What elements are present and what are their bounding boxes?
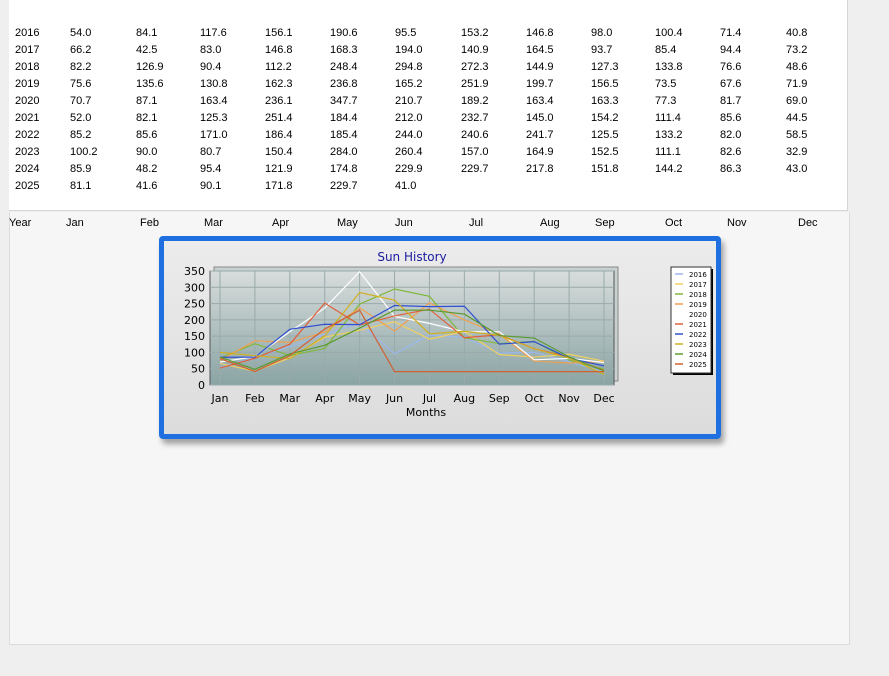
value-cell: 163.4 xyxy=(526,95,554,107)
column-header: Year xyxy=(9,217,32,229)
table-row xyxy=(9,93,847,110)
value-cell: 157.0 xyxy=(461,146,489,158)
value-cell: 90.1 xyxy=(200,180,222,192)
value-cell: 294.8 xyxy=(395,61,423,73)
value-cell: 152.5 xyxy=(591,146,619,158)
value-cell: 111.4 xyxy=(655,112,681,124)
value-cell: 87.1 xyxy=(136,95,158,107)
value-cell: 82.6 xyxy=(720,146,742,158)
value-cell: 241.7 xyxy=(526,129,554,141)
legend-label: 2020 xyxy=(689,311,707,319)
value-cell: 229.9 xyxy=(395,163,423,175)
value-cell: 284.0 xyxy=(330,146,358,158)
value-cell: 94.4 xyxy=(720,44,742,56)
value-cell: 125.3 xyxy=(200,112,228,124)
value-cell: 100.2 xyxy=(70,146,98,158)
value-cell: 186.4 xyxy=(265,129,293,141)
value-cell: 48.6 xyxy=(786,61,808,73)
value-cell: 151.8 xyxy=(591,163,619,175)
value-cell: 83.0 xyxy=(200,44,222,56)
value-cell: 77.3 xyxy=(655,95,677,107)
table-row xyxy=(9,144,847,161)
value-cell: 145.0 xyxy=(526,112,554,124)
value-cell: 126.9 xyxy=(136,61,164,73)
value-cell: 82.0 xyxy=(720,129,742,141)
value-cell: 217.8 xyxy=(526,163,554,175)
value-cell: 112.2 xyxy=(265,61,292,73)
value-cell: 127.3 xyxy=(591,61,619,73)
value-cell: 71.4 xyxy=(720,27,742,39)
value-cell: 67.6 xyxy=(720,78,742,90)
value-cell: 85.6 xyxy=(720,112,742,124)
value-cell: 81.1 xyxy=(70,180,92,192)
value-cell: 146.8 xyxy=(265,44,293,56)
y-tick-label: 150 xyxy=(184,330,205,344)
value-cell: 98.0 xyxy=(591,27,613,39)
value-cell: 66.2 xyxy=(70,44,92,56)
x-tick-label: Feb xyxy=(245,392,265,405)
y-tick-label: 200 xyxy=(184,313,205,327)
value-cell: 229.7 xyxy=(461,163,489,175)
value-cell: 95.4 xyxy=(200,163,222,175)
x-tick-label: Apr xyxy=(315,392,335,405)
value-cell: 144.9 xyxy=(526,61,554,73)
value-cell: 32.9 xyxy=(786,146,808,158)
value-cell: 85.4 xyxy=(655,44,677,56)
legend-label: 2018 xyxy=(689,291,707,299)
x-tick-label: Oct xyxy=(524,392,544,405)
value-cell: 210.7 xyxy=(395,95,423,107)
value-cell: 163.3 xyxy=(591,95,619,107)
column-header: Jun xyxy=(395,217,413,229)
column-header: Apr xyxy=(272,217,290,229)
value-cell: 174.8 xyxy=(330,163,358,175)
value-cell: 44.5 xyxy=(786,112,808,124)
x-tick-label: May xyxy=(348,392,372,405)
table-row xyxy=(9,42,847,59)
year-cell: 2024 xyxy=(15,163,40,175)
x-tick-label: Dec xyxy=(593,392,615,405)
year-cell: 2021 xyxy=(15,112,40,124)
x-tick-label: Mar xyxy=(279,392,301,405)
value-cell: 73.5 xyxy=(655,78,677,90)
column-header: Dec xyxy=(798,217,818,229)
value-cell: 70.7 xyxy=(70,95,92,107)
value-cell: 251.4 xyxy=(265,112,293,124)
value-cell: 168.3 xyxy=(330,44,358,56)
value-cell: 190.6 xyxy=(330,27,358,39)
value-cell: 347.7 xyxy=(330,95,358,107)
value-cell: 133.2 xyxy=(655,129,683,141)
x-tick-label: Jul xyxy=(422,392,437,405)
table-row xyxy=(9,25,847,42)
legend-label: 2025 xyxy=(689,361,707,369)
column-header: Jul xyxy=(469,217,484,229)
table-row xyxy=(9,59,847,76)
year-cell: 2017 xyxy=(15,44,40,56)
value-cell: 236.1 xyxy=(265,95,293,107)
value-cell: 163.4 xyxy=(200,95,228,107)
legend-label: 2019 xyxy=(689,301,707,309)
value-cell: 42.5 xyxy=(136,44,158,56)
value-cell: 130.8 xyxy=(200,78,228,90)
data-table-panel xyxy=(9,0,848,211)
y-tick-label: 0 xyxy=(198,379,205,392)
x-tick-label: Sep xyxy=(488,392,510,405)
value-cell: 52.0 xyxy=(70,112,92,124)
value-cell: 260.4 xyxy=(395,146,423,158)
value-cell: 40.8 xyxy=(786,27,808,39)
plot-area xyxy=(210,271,614,385)
value-cell: 48.2 xyxy=(136,163,158,175)
legend-label: 2017 xyxy=(689,281,707,289)
value-cell: 189.2 xyxy=(461,95,489,107)
value-cell: 171.0 xyxy=(200,129,228,141)
value-cell: 164.9 xyxy=(526,146,554,158)
column-header: Aug xyxy=(540,217,560,229)
value-cell: 84.1 xyxy=(136,27,158,39)
value-cell: 272.3 xyxy=(461,61,489,73)
column-header-row xyxy=(0,215,838,232)
value-cell: 212.0 xyxy=(395,112,423,124)
value-cell: 71.9 xyxy=(786,78,808,90)
column-header: Feb xyxy=(140,217,159,229)
y-tick-label: 100 xyxy=(184,346,205,360)
value-cell: 90.4 xyxy=(200,61,222,73)
value-cell: 165.2 xyxy=(395,78,423,90)
column-header: Oct xyxy=(665,217,683,229)
value-cell: 41.6 xyxy=(136,180,158,192)
table-row xyxy=(9,76,847,93)
y-tick-label: 350 xyxy=(184,265,205,278)
value-cell: 95.5 xyxy=(395,27,417,39)
value-cell: 184.4 xyxy=(330,112,358,124)
year-cell: 2019 xyxy=(15,78,40,90)
value-cell: 133.8 xyxy=(655,61,683,73)
value-cell: 146.8 xyxy=(526,27,554,39)
y-tick-label: 250 xyxy=(184,297,205,311)
value-cell: 73.2 xyxy=(786,44,808,56)
year-cell: 2023 xyxy=(15,146,40,158)
value-cell: 111.1 xyxy=(655,146,681,158)
column-header: May xyxy=(337,217,358,229)
table-row xyxy=(9,110,847,127)
legend-label: 2024 xyxy=(689,351,707,359)
value-cell: 76.6 xyxy=(720,61,742,73)
chart-frame xyxy=(159,236,721,439)
year-cell: 2020 xyxy=(15,95,40,107)
value-cell: 135.6 xyxy=(136,78,164,90)
value-cell: 85.2 xyxy=(70,129,92,141)
value-cell: 125.5 xyxy=(591,129,619,141)
value-cell: 80.7 xyxy=(200,146,222,158)
value-cell: 75.6 xyxy=(70,78,92,90)
legend-label: 2023 xyxy=(689,341,707,349)
value-cell: 194.0 xyxy=(395,44,423,56)
value-cell: 117.6 xyxy=(200,27,227,39)
value-cell: 144.2 xyxy=(655,163,683,175)
y-tick-label: 50 xyxy=(191,362,205,376)
x-tick-label: Jan xyxy=(211,392,229,405)
value-cell: 85.6 xyxy=(136,129,158,141)
value-cell: 82.1 xyxy=(136,112,158,124)
chart-title: Sun History xyxy=(377,250,447,264)
column-header: Mar xyxy=(204,217,223,229)
value-cell: 43.0 xyxy=(786,163,808,175)
y-tick-label: 300 xyxy=(184,281,205,295)
value-cell: 100.4 xyxy=(655,27,683,39)
table-row xyxy=(9,127,847,144)
value-cell: 85.9 xyxy=(70,163,92,175)
year-cell: 2022 xyxy=(15,129,40,141)
x-tick-label: Jun xyxy=(385,392,404,405)
column-header: Nov xyxy=(727,217,747,229)
value-cell: 86.3 xyxy=(720,163,742,175)
year-cell: 2018 xyxy=(15,61,40,73)
value-cell: 162.3 xyxy=(265,78,293,90)
x-tick-label: Nov xyxy=(558,392,580,405)
value-cell: 90.0 xyxy=(136,146,158,158)
value-cell: 150.4 xyxy=(265,146,293,158)
value-cell: 82.2 xyxy=(70,61,92,73)
value-cell: 58.5 xyxy=(786,129,808,141)
column-header: Sep xyxy=(595,217,615,229)
value-cell: 153.2 xyxy=(461,27,489,39)
legend-label: 2022 xyxy=(689,331,707,339)
value-cell: 156.1 xyxy=(265,27,293,39)
value-cell: 199.7 xyxy=(526,78,554,90)
value-cell: 140.9 xyxy=(461,44,489,56)
value-cell: 185.4 xyxy=(330,129,358,141)
value-cell: 232.7 xyxy=(461,112,489,124)
x-tick-label: Aug xyxy=(453,392,476,405)
value-cell: 236.8 xyxy=(330,78,358,90)
data-table-body xyxy=(9,25,847,195)
value-cell: 54.0 xyxy=(70,27,92,39)
value-cell: 93.7 xyxy=(591,44,613,56)
value-cell: 156.5 xyxy=(591,78,619,90)
value-cell: 81.7 xyxy=(720,95,742,107)
value-cell: 240.6 xyxy=(461,129,489,141)
value-cell: 164.5 xyxy=(526,44,554,56)
table-row xyxy=(9,161,847,178)
legend-label: 2021 xyxy=(689,321,707,329)
column-header: Jan xyxy=(66,217,84,229)
sun-history-chart xyxy=(164,241,716,434)
year-cell: 2016 xyxy=(15,27,40,39)
value-cell: 171.8 xyxy=(265,180,293,192)
value-cell: 251.9 xyxy=(461,78,489,90)
year-cell: 2025 xyxy=(15,180,40,192)
value-cell: 154.2 xyxy=(591,112,619,124)
value-cell: 248.4 xyxy=(330,61,358,73)
x-axis-label: Months xyxy=(405,406,447,419)
value-cell: 229.7 xyxy=(330,180,358,192)
value-cell: 121.9 xyxy=(265,163,293,175)
table-row xyxy=(9,178,847,195)
legend-label: 2016 xyxy=(689,271,707,279)
value-cell: 41.0 xyxy=(395,180,417,192)
value-cell: 244.0 xyxy=(395,129,423,141)
value-cell: 69.0 xyxy=(786,95,808,107)
